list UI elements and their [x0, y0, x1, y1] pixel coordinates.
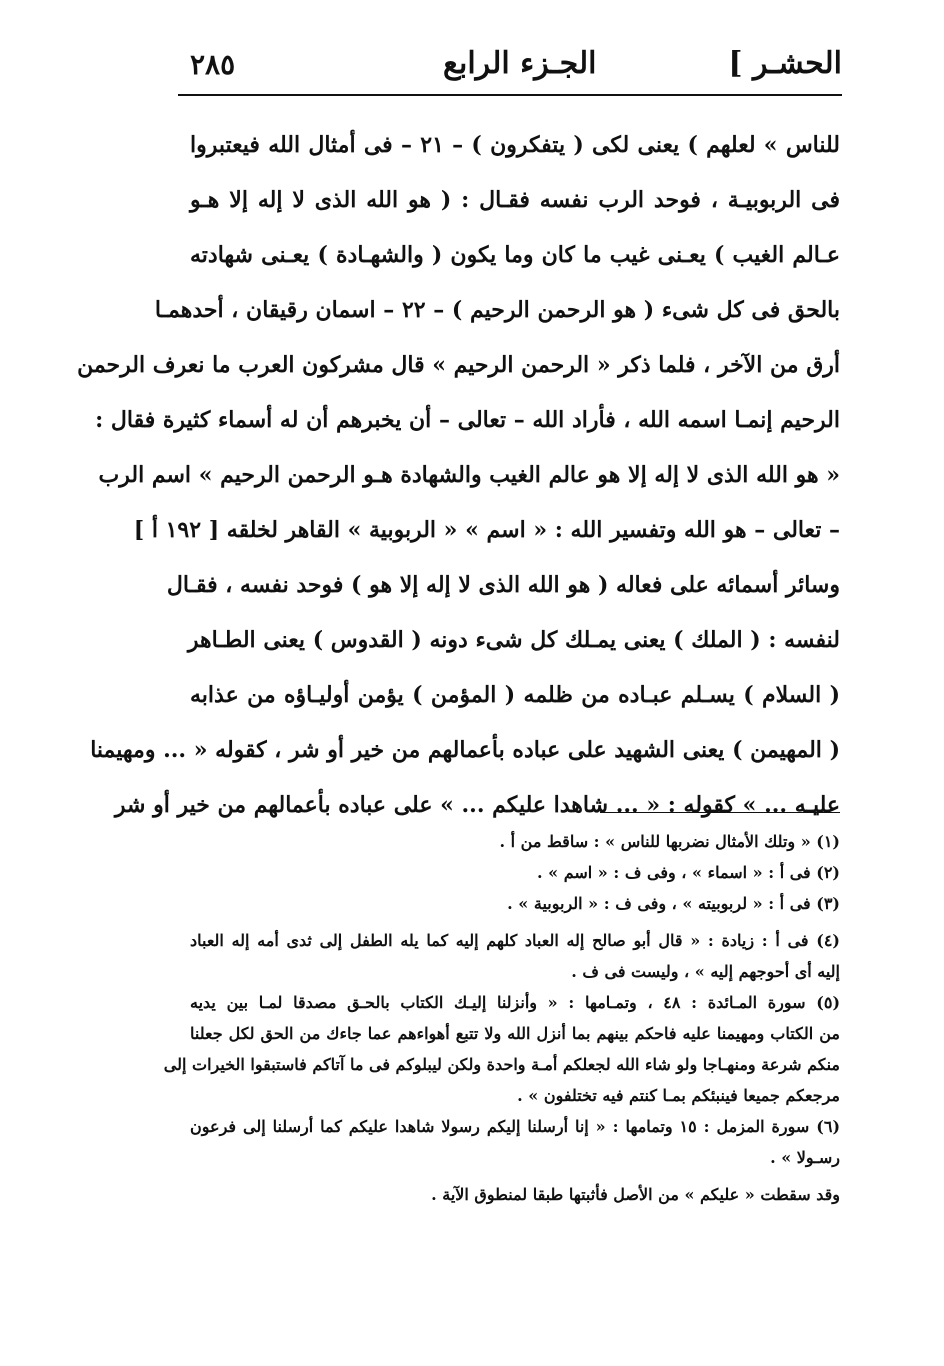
- footnote-line: منكم شرعة ومنهـاجا ولو شاء الله لجعلكم أمـة واحدة ولكن ليبلوكم فى ما آتاكم فاستبقوا الخيرات إلى: [163, 1055, 840, 1074]
- text-line: ( السلام ) يسـلم عبـاده من ظلمه ( المؤمن ) يؤمن أوليـاؤه من عذابه: [190, 682, 840, 708]
- text-line: بالحق فى كل شىء ( هو الرحمن الرحيم ) – ٢٢ – اسمان رقيقان ، أحدهمـا: [154, 297, 840, 323]
- footnote-line: (٣) فى أ : « لربوبيته » ، وفى ف : « الربوبية » .: [507, 894, 840, 913]
- text-line: « هو الله الذى لا إله إلا هو عالم الغيب والشهادة هـو الرحمن الرحيم » اسم الرب: [98, 462, 840, 488]
- page-header: [178, 40, 842, 94]
- footnote-line: إليه أى أحوجهم إليه » ، وليست فى ف .: [571, 962, 840, 981]
- footnote-line: مرجعكم جميعا فينبئكم بمـا كنتم فيه تختلفون » .: [517, 1086, 840, 1105]
- footnote: [190, 925, 840, 987]
- text-line: الرحيم إنمـا اسمه الله ، فأراد الله – تعالى – أن يخبرهم أن له أسماء كثيرة فقال :: [95, 407, 840, 433]
- footnote: [190, 1179, 840, 1210]
- main-text: [77, 118, 841, 833]
- footnote-line: (٢) فى أ : « اسماء » ، وفى ف : « اسم » .: [537, 863, 840, 882]
- footnote-line: رسـولا » .: [770, 1148, 840, 1167]
- text-line: عـالم الغيب ) يعـنى غيب ما كان وما يكون ( والشهـادة ) يعـنى شهادته: [190, 242, 840, 268]
- text-line: أرق من الآخر ، فلما ذكر « الرحمن الرحيم » قال مشركون العرب ما نعرف الرحمن: [77, 352, 840, 378]
- footnote: [190, 888, 840, 919]
- text-line: – تعالى – هو الله وتفسير الله : « اسم » « الربوبية » القاهر لخلقه [ ١٩٢ أ ]: [133, 517, 840, 543]
- footnote: [190, 826, 840, 857]
- footnote-line: (٤) فى أ : زيادة : « قال أبو صالح إله العباد كلهم إليه كما يله الطفل إلى ثدى أمه إله العباد: [190, 931, 840, 950]
- text-line: عليـه ... » كقوله : « ... شاهدا عليكم ... » على عباده بأعمالهم من خير أو شر: [114, 792, 840, 818]
- footnote-line: (١) « وتلك الأمثال نضربها للناس » : ساقط من أ .: [499, 832, 840, 851]
- footnote-separator: [600, 812, 840, 813]
- footnote-line: وقد سقطت « عليكم » من الأصل فأثبتها طبقا لمنطوق الآية .: [431, 1185, 840, 1204]
- footnotes: [163, 826, 841, 1210]
- footnote: [190, 1111, 840, 1173]
- surah-name: الحشـر ]: [728, 46, 842, 81]
- part-title: الجـزء الرابع: [443, 46, 597, 81]
- footnote: [163, 987, 841, 1111]
- footnote: [190, 857, 840, 888]
- text-line: وسائر أسمائه على فعاله ( هو الله الذى لا إله إلا هو ) فوحد نفسه ، فقـال: [166, 572, 840, 598]
- footnote-line: من الكتاب ومهيمنا عليه فاحكم بينهم بما أنزل الله ولا تتبع أهواءهم عما جاءك من الحق لكل جعلنا: [190, 1024, 840, 1043]
- footnote-line: (٦) سورة المزمل : ١٥ وتمامها : « إنا أرسلنا إليكم رسولا شاهدا عليكم كما أرسلنا إلى فرعون: [190, 1117, 841, 1136]
- text-line: لنفسه : ( الملك ) يعنى يمـلك كل شىء دونه ( القدوس ) يعنى الطـاهر: [187, 627, 840, 653]
- text-line: للناس » لعلهم ) يعنى لكى ( يتفكرون ) – ٢١ – فى أمثال الله فيعتبروا: [190, 132, 841, 158]
- text-line: ( المهيمن ) يعنى الشهيد على عباده بأعمالهم من خير أو شر ، كقوله « ... ومهيمنا: [90, 737, 840, 763]
- footnote-line: (٥) سورة المـائدة : ٤٨ ، وتمـامها : « وأنزلنا إليـك الكتاب بالحـق مصدقا لمـا بين يديه: [190, 993, 841, 1012]
- header-rule: [178, 94, 842, 96]
- text-line: فى الربوبيـة ، فوحد الرب نفسه فقـال : ( هو الله الذى لا إله إلا هـو: [190, 187, 840, 213]
- page-number: ٢٨٥: [190, 48, 236, 81]
